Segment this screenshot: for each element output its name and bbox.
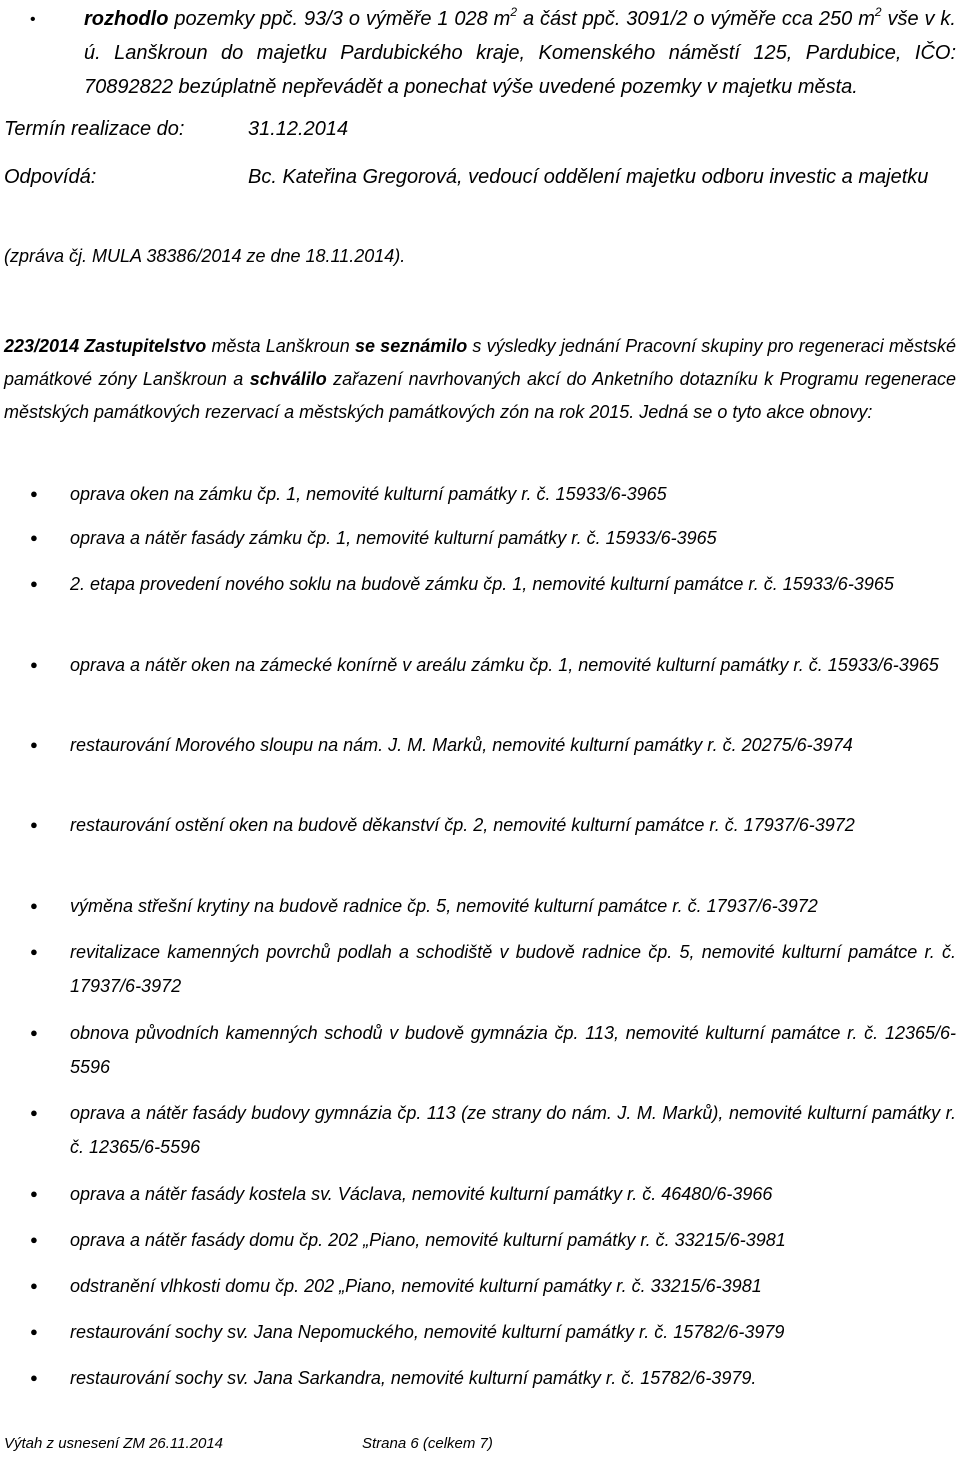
- list-item: restaurování Morového sloupu na nám. J. M. Marků, nemovité kulturní památky r. č. 20275/6-3974: [70, 735, 853, 755]
- deadline-label: Termín realizace do:: [4, 118, 185, 140]
- list-item: obnova původních kamenných schodů v budově gymnázia čp. 113, nemovité kulturní památce r. č. 12365/6-5596: [70, 1023, 956, 1077]
- resolution-verb-2: schválilo: [249, 369, 327, 389]
- list-item: restaurování sochy sv. Jana Sarkandra, nemovité kulturní památky r. č. 15782/6-3979.: [70, 1368, 757, 1388]
- decision-verb: rozhodlo: [84, 8, 169, 30]
- land-decision-item: [84, 2, 956, 104]
- bullet-icon: ●: [30, 657, 38, 672]
- bullet-icon: ●: [30, 486, 38, 501]
- bullet-icon: ●: [30, 1186, 38, 1201]
- resolution-paragraph: [4, 330, 956, 429]
- resolution-number: 223/2014 Zastupitelstvo: [4, 336, 207, 356]
- responsible-value: Bc. Kateřina Gregorová, vedoucí oddělení majetku odboru investic a majetku: [248, 166, 929, 188]
- list-item: oprava a nátěr fasády kostela sv. Václava, nemovité kulturní památky r. č. 46480/6-3966: [70, 1184, 773, 1204]
- list-item: oprava a nátěr oken na zámecké konírně v areálu zámku čp. 1, nemovité kulturní památky r. č. 15933/6-3965: [70, 655, 939, 675]
- list-item: restaurování ostění oken na budově děkanství čp. 2, nemovité kulturní památce r. č. 17937/6-3972: [70, 815, 855, 835]
- list-item: restaurování sochy sv. Jana Nepomuckého, nemovité kulturní památky r. č. 15782/6-3979: [70, 1322, 785, 1342]
- resolution-text-4: Jedná se o tyto akce obnovy:: [634, 402, 873, 422]
- resolution-text-1: města Lanškroun: [206, 336, 355, 356]
- bullet-icon: ●: [30, 1105, 38, 1120]
- footer-page-number: Strana 6 (celkem 7): [362, 1435, 493, 1452]
- deadline-value: 31.12.2014: [248, 118, 349, 140]
- report-reference: (zpráva čj. MULA 38386/2014 ze dne 18.11.2014).: [4, 246, 406, 266]
- decision-text-2: a část ppč. 3091/2 o výměře cca 250 m: [517, 8, 875, 30]
- decision-text-1: pozemky ppč. 93/3 o výměře 1 028 m: [168, 8, 511, 30]
- resolution-text-3: zařazení navrhovaných akcí do Anketního dotazníku k Programu regenerace městských památkových rezervací a městských památkových zón na rok 2015.: [4, 369, 956, 422]
- bullet-icon: ●: [30, 576, 38, 591]
- bullet-icon: ●: [30, 1278, 38, 1293]
- resolution-verb-1: se seznámilo: [354, 336, 468, 356]
- bullet-icon: •: [30, 11, 36, 28]
- responsible-label: Odpovídá:: [4, 166, 97, 188]
- bullet-icon: ●: [30, 944, 38, 959]
- footer-document-title: Výtah z usnesení ZM 26.11.2014: [4, 1435, 224, 1452]
- list-item: odstranění vlhkosti domu čp. 202 „Piano, nemovité kulturní památky r. č. 33215/6-3981: [70, 1276, 762, 1296]
- bullet-icon: ●: [30, 1025, 38, 1040]
- resolution-text-2: s výsledky jednání Pracovní skupiny pro regeneraci městské památkové zóny Lanškroun a: [4, 336, 956, 389]
- bullet-icon: ●: [30, 817, 38, 832]
- list-item: oprava oken na zámku čp. 1, nemovité kulturní památky r. č. 15933/6-3965: [70, 484, 667, 504]
- decision-text-3: vše v k. ú. Lanškroun do majetku Pardubického kraje, Komenského náměstí 125, Pardubice, IČO: 70892822 bezúplatně nepřevádět a ponechat výše uvedené pozemky v majetku města.: [84, 8, 956, 98]
- list-item: revitalizace kamenných povrchů podlah a schodiště v budově radnice čp. 5, nemovité kulturní památce r. č. 17937/6-3972: [70, 942, 956, 996]
- bullet-icon: ●: [30, 1232, 38, 1247]
- decision-sup-2: 2: [874, 5, 882, 19]
- list-item: oprava a nátěr fasády zámku čp. 1, nemovité kulturní památky r. č. 15933/6-3965: [70, 528, 717, 548]
- bullet-icon: ●: [30, 737, 38, 752]
- bullet-icon: ●: [30, 530, 38, 545]
- bullet-icon: ●: [30, 1324, 38, 1339]
- list-item: oprava a nátěr fasády budovy gymnázia čp. 113 (ze strany do nám. J. M. Marků), nemovité kulturní památky r. č. 12365/6-5596: [70, 1103, 956, 1157]
- list-item: výměna střešní krytiny na budově radnice čp. 5, nemovité kulturní památce r. č. 17937/6-3972: [70, 896, 818, 916]
- list-item: 2. etapa provedení nového soklu na budově zámku čp. 1, nemovité kulturní památce r. č. 15933/6-3965: [70, 574, 894, 594]
- bullet-icon: ●: [30, 898, 38, 913]
- decision-sup-1: 2: [510, 5, 518, 19]
- bullet-icon: ●: [30, 1370, 38, 1385]
- list-item: oprava a nátěr fasády domu čp. 202 „Piano, nemovité kulturní památky r. č. 33215/6-3981: [70, 1230, 786, 1250]
